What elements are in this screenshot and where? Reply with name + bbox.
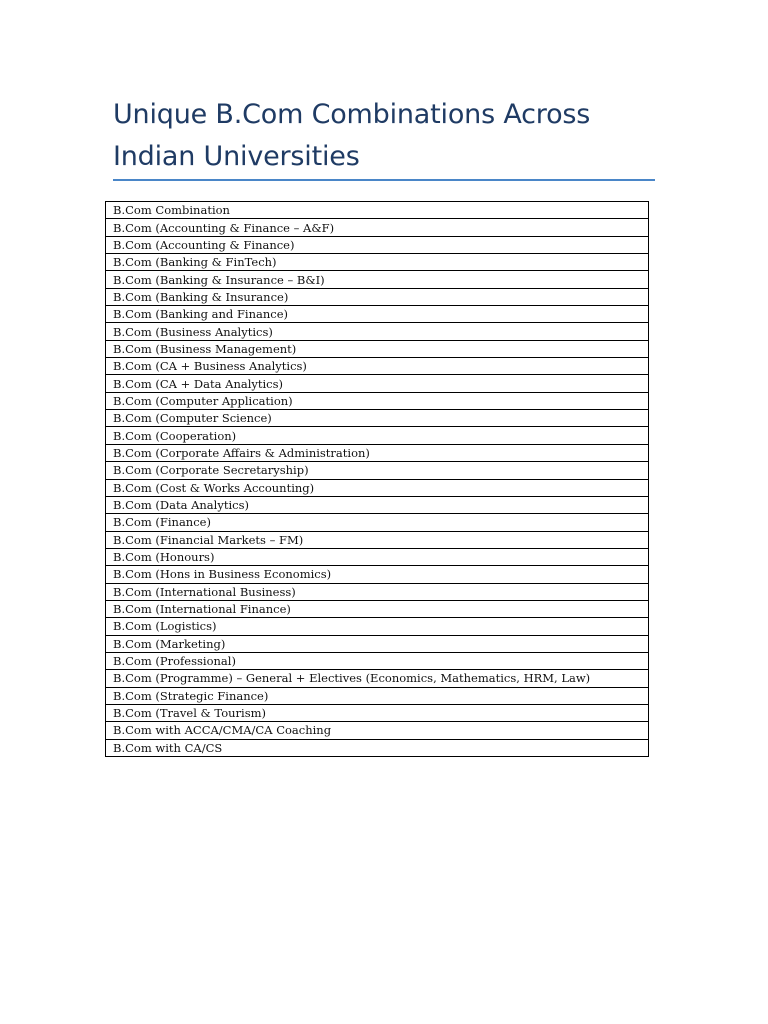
combinations-table (105, 201, 649, 757)
table-cell: B.Com (Financial Markets – FM) (106, 531, 649, 548)
table-cell: B.Com (Honours) (106, 548, 649, 565)
table-cell: B.Com (Professional) (106, 652, 649, 669)
table-header-cell: B.Com Combination (106, 202, 649, 219)
table-row (106, 271, 649, 288)
table-row (106, 444, 649, 461)
table-header-row (106, 202, 649, 219)
table-cell: B.Com (Banking & Insurance – B&I) (106, 271, 649, 288)
table-cell: B.Com (CA + Data Analytics) (106, 375, 649, 392)
table-cell: B.Com with CA/CS (106, 739, 649, 756)
table-row (106, 618, 649, 635)
table-row (106, 427, 649, 444)
table-row (106, 375, 649, 392)
table-row (106, 479, 649, 496)
table-cell: B.Com (Data Analytics) (106, 496, 649, 513)
table-row (106, 548, 649, 565)
table-body (106, 202, 649, 757)
table-cell: B.Com (Banking and Finance) (106, 306, 649, 323)
table-row (106, 254, 649, 271)
table-row (106, 392, 649, 409)
table-cell: B.Com (Business Management) (106, 340, 649, 357)
table-cell: B.Com (Accounting & Finance) (106, 236, 649, 253)
table-cell: B.Com (Logistics) (106, 618, 649, 635)
table-row (106, 323, 649, 340)
table-cell: B.Com (Programme) – General + Electives (Economics, Mathematics, HRM, Law) (106, 670, 649, 687)
table-cell: B.Com (Banking & Insurance) (106, 288, 649, 305)
table-row (106, 635, 649, 652)
table-row (106, 583, 649, 600)
table-cell: B.Com (Hons in Business Economics) (106, 566, 649, 583)
table-cell: B.Com (International Business) (106, 583, 649, 600)
table-row (106, 687, 649, 704)
title-underline (113, 179, 655, 181)
table-cell: B.Com (Computer Science) (106, 410, 649, 427)
table-cell: B.Com (Finance) (106, 514, 649, 531)
document-title: Unique B.Com Combinations Across Indian Universities (113, 99, 591, 172)
table-cell: B.Com (Cost & Works Accounting) (106, 479, 649, 496)
table-cell: B.Com (Business Analytics) (106, 323, 649, 340)
table-cell: B.Com (Travel & Tourism) (106, 704, 649, 721)
table-row (106, 340, 649, 357)
table-row (106, 704, 649, 721)
table-cell: B.Com (Computer Application) (106, 392, 649, 409)
table-cell: B.Com (CA + Business Analytics) (106, 358, 649, 375)
table-row (106, 652, 649, 669)
table-row (106, 531, 649, 548)
table-row (106, 288, 649, 305)
table-cell: B.Com (Banking & FinTech) (106, 254, 649, 271)
table-cell: B.Com (Corporate Secretaryship) (106, 462, 649, 479)
table-row (106, 462, 649, 479)
table-cell: B.Com (Corporate Affairs & Administration) (106, 444, 649, 461)
table-row (106, 496, 649, 513)
table-row (106, 514, 649, 531)
table-cell: B.Com (Strategic Finance) (106, 687, 649, 704)
table-cell: B.Com (Marketing) (106, 635, 649, 652)
table-row (106, 566, 649, 583)
table-row (106, 670, 649, 687)
table-row (106, 219, 649, 236)
table-row (106, 722, 649, 739)
table-row (106, 236, 649, 253)
table-row (106, 410, 649, 427)
table-cell: B.Com (Accounting & Finance – A&F) (106, 219, 649, 236)
table-cell: B.Com (Cooperation) (106, 427, 649, 444)
table-cell: B.Com with ACCA/CMA/CA Coaching (106, 722, 649, 739)
table-cell: B.Com (International Finance) (106, 600, 649, 617)
table-row (106, 358, 649, 375)
table-row (106, 739, 649, 756)
table-row (106, 306, 649, 323)
table-row (106, 600, 649, 617)
